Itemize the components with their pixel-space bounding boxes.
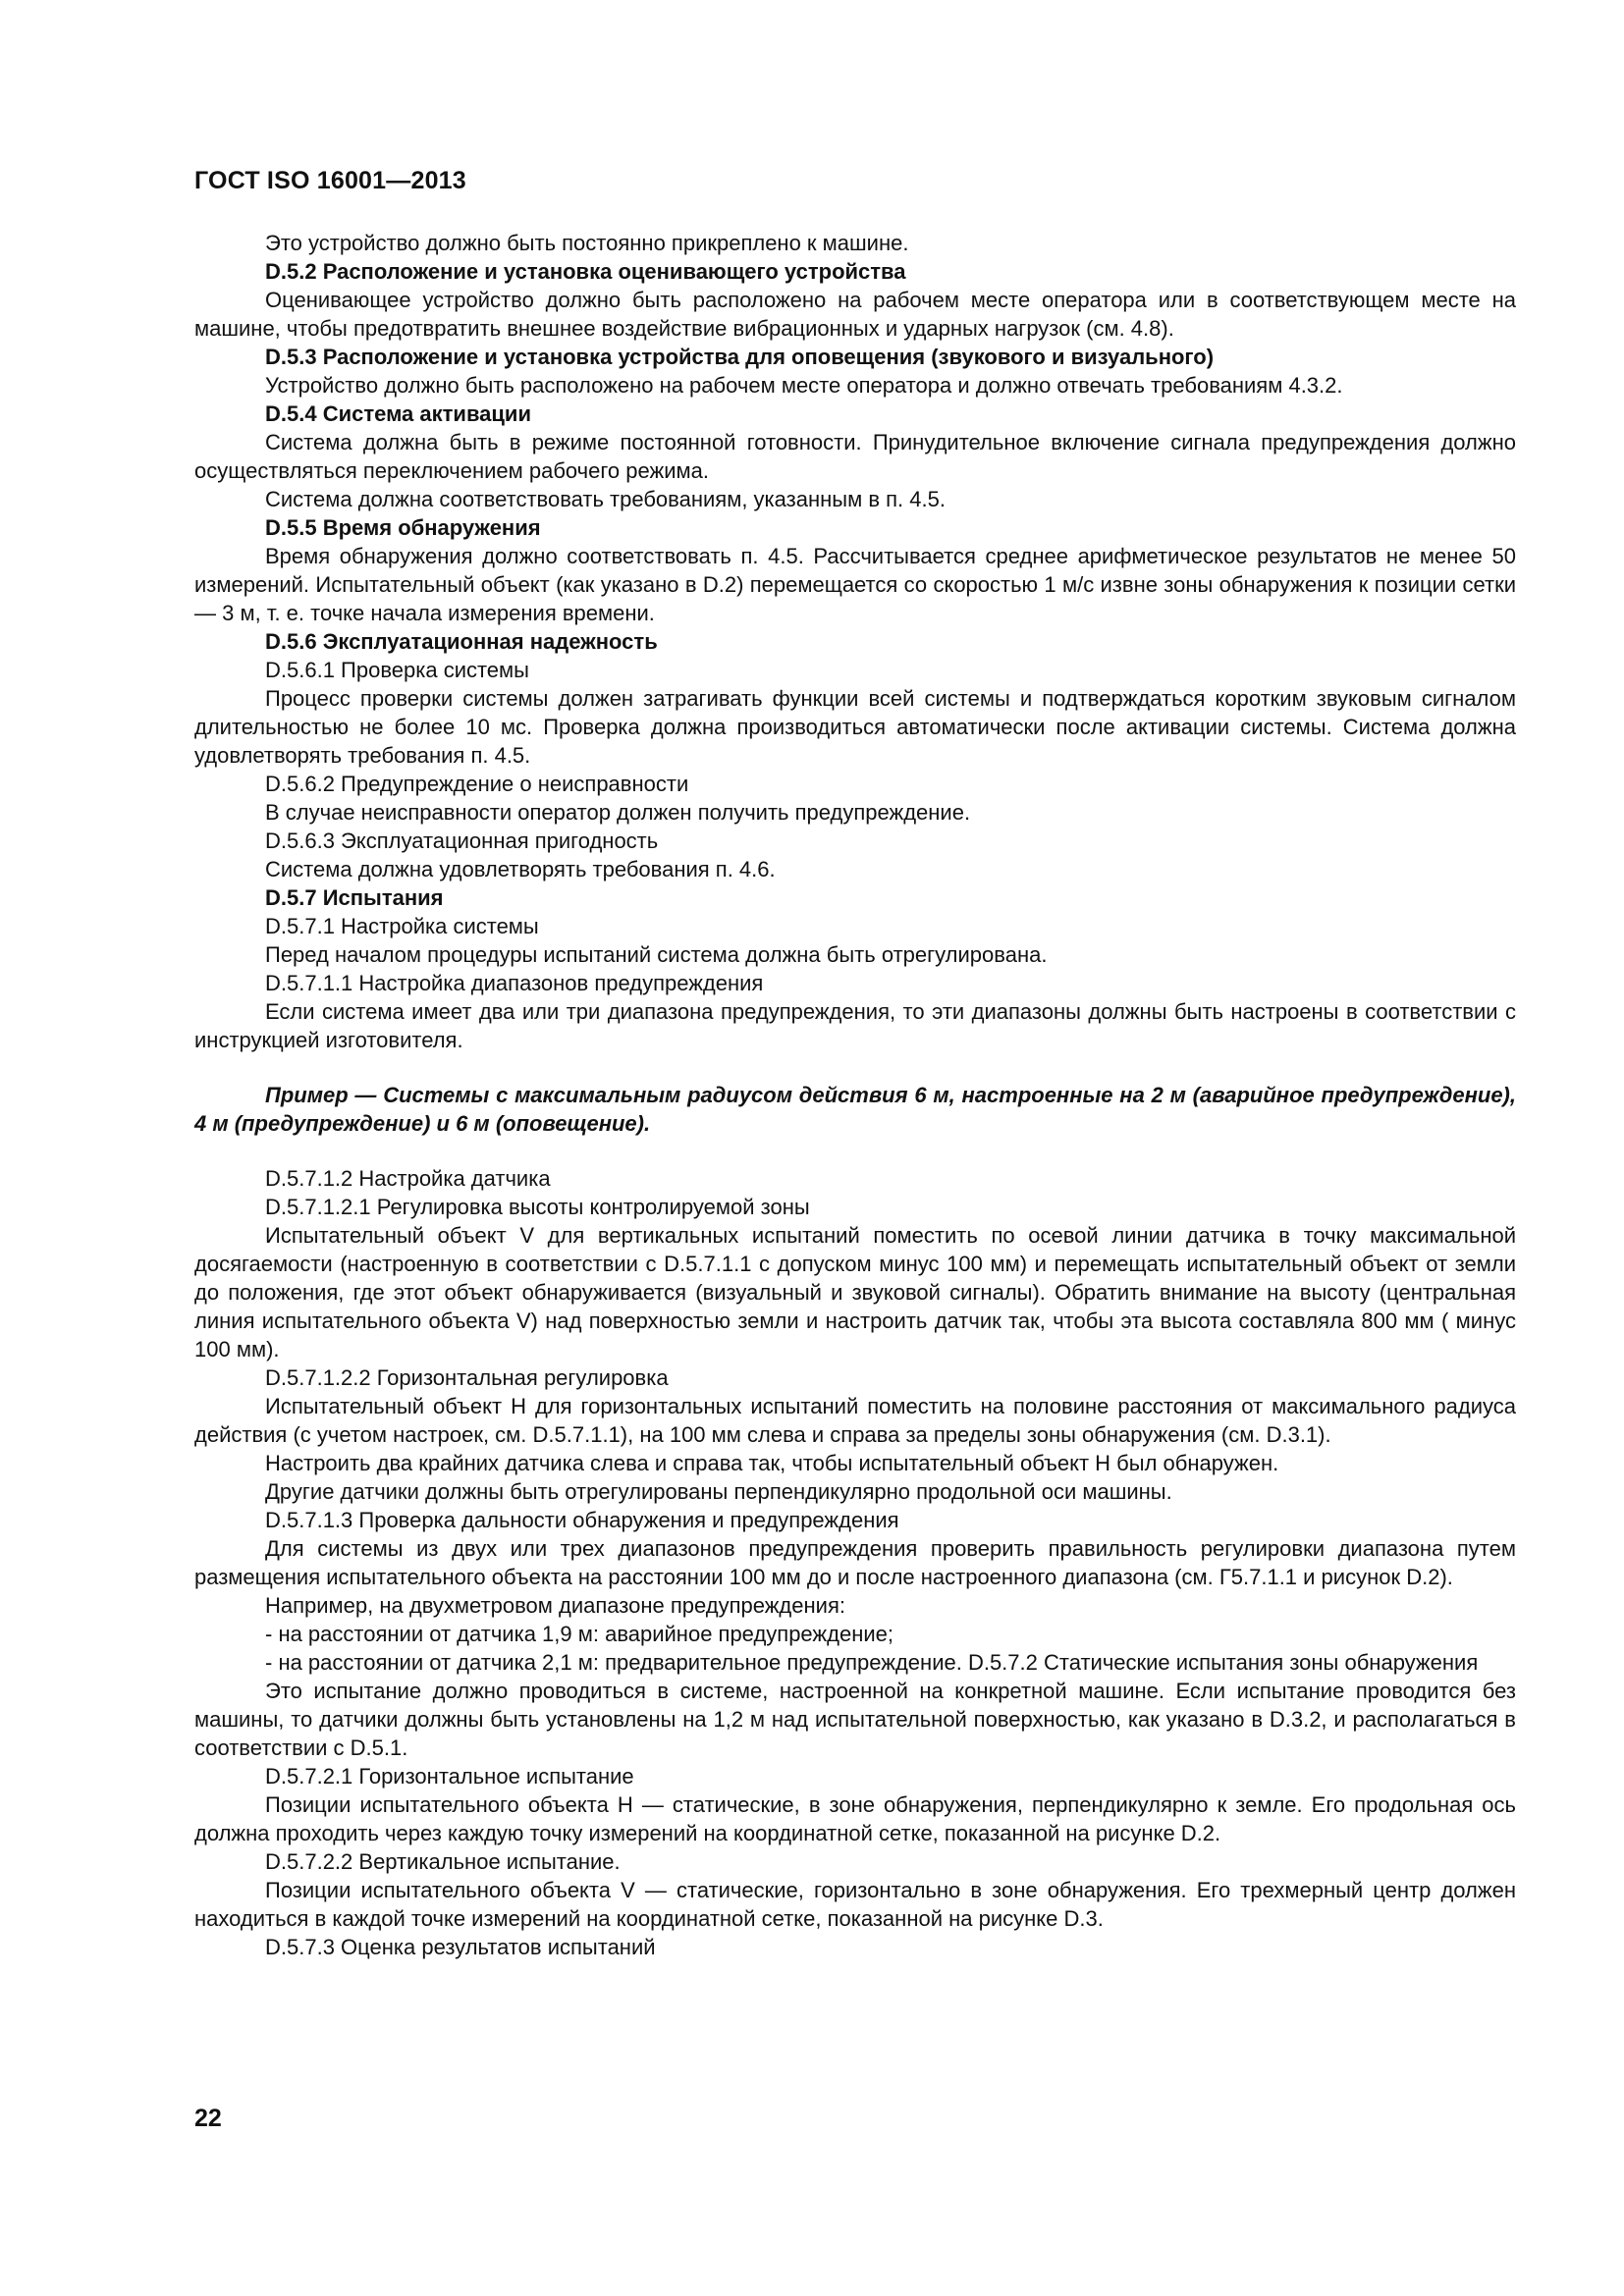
list-item: - на расстоянии от датчика 1,9 м: аварийное предупреждение; [265,1622,893,1646]
section-heading: D.5.6 Эксплуатационная надежность [265,629,658,654]
subsection-title: D.5.6.3 Эксплуатационная пригодность [265,828,659,853]
paragraph: Система должна соответствовать требованиям, указанным в п. 4.5. [265,487,946,511]
subsection-title: D.5.7.1.2 Настройка датчика [265,1166,551,1191]
paragraph: Устройство должно быть расположено на рабочем месте оператора и должно отвечать требованиям 4.3.2. [265,373,1343,398]
paragraph: Система должна удовлетворять требования п. 4.6. [265,857,776,881]
page-number: 22 [194,2105,222,2132]
paragraph: Например, на двухметровом диапазоне предупреждения: [265,1593,845,1618]
paragraph: Позиции испытательного объекта H — статические, в зоне обнаружения, перпендикулярно к земле. Его продольная ось должна проходить через каждую точку измерений на координатной сетке, показанной на рисунке D.2. [194,1792,1516,1845]
section-heading: D.5.3 Расположение и установка устройства для оповещения (звукового и визуального) [265,345,1215,369]
subsection-title: D.5.7.3 Оценка результатов испытаний [265,1935,656,1959]
paragraph: Испытательный объект H для горизонтальных испытаний поместить на половине расстояния от максимального радиуса действия (с учетом настроек, см. D.5.7.1.1), на 100 мм слева и справа за пределы зоны обнаружения (см. D.3.1). [194,1394,1516,1447]
section-heading: D.5.2 Расположение и установка оценивающего устройства [265,259,906,284]
paragraph: Процесс проверки системы должен затрагивать функции всей системы и подтверждаться коротким звуковым сигналом длительностью не более 10 мс. Проверка должна производиться автоматически после активации системы. Система должна удовлетворять требования п. 4.5. [194,686,1516,768]
document-header: ГОСТ ISO 16001—2013 [194,167,466,194]
section-heading: D.5.7 Испытания [265,885,444,910]
subsection-title: D.5.7.1.2.1 Регулировка высоты контролируемой зоны [265,1195,810,1219]
paragraph: Время обнаружения должно соответствовать п. 4.5. Рассчитывается среднее арифметическое результатов не менее 50 измерений. Испытательный объект (как указано в D.2) перемещается со скоростью 1 м/с извне зоны обнаружения к позиции сетки — 3 м, т. е. точке начала измерения времени. [194,544,1516,625]
paragraph: В случае неисправности оператор должен получить предупреждение. [265,800,971,825]
paragraph: Другие датчики должны быть отрегулированы перпендикулярно продольной оси машины. [265,1479,1172,1504]
subsection-title: D.5.7.1.3 Проверка дальности обнаружения и предупреждения [265,1508,899,1532]
paragraph: Настроить два крайних датчика слева и справа так, чтобы испытательный объект H был обнаружен. [265,1451,1279,1475]
paragraph: Это устройство должно быть постоянно прикреплено к машине. [265,231,909,255]
subsection-title: D.5.7.1.1 Настройка диапазонов предупреждения [265,971,764,995]
paragraph: Оценивающее устройство должно быть расположено на рабочем месте оператора или в соответствующем месте на машине, чтобы предотвратить внешнее воздействие вибрационных и ударных нагрузок (см. 4.8). [194,288,1516,341]
subsection-title: D.5.7.2.2 Вертикальное испытание. [265,1849,621,1874]
paragraph: Для системы из двух или трех диапазонов предупреждения проверить правильность регулировки диапазона путем размещения испытательного объекта на расстоянии 100 мм до и после настроенного диапазона (см. Г5.7.1.1 и рисунок D.2). [194,1536,1516,1589]
subsection-title: D.5.6.1 Проверка системы [265,658,529,682]
document-body [194,229,1516,1961]
paragraph: Система должна быть в режиме постоянной готовности. Принудительное включение сигнала предупреждения должно осуществляться переключением рабочего режима. [194,430,1516,483]
list-item: - на расстоянии от датчика 2,1 м: предварительное предупреждение. D.5.7.2 Статические испытания зоны обнаружения [265,1650,1479,1675]
subsection-title: D.5.7.1 Настройка системы [265,914,539,938]
section-heading: D.5.5 Время обнаружения [265,515,541,540]
example-note: Пример — Системы с максимальным радиусом действия 6 м, настроенные на 2 м (аварийное предупреждение), 4 м (предупреждение) и 6 м (оповещение). [194,1083,1516,1136]
subsection-title: D.5.7.1.2.2 Горизонтальная регулировка [265,1365,669,1390]
subsection-title: D.5.7.2.1 Горизонтальное испытание [265,1764,634,1789]
section-heading: D.5.4 Система активации [265,401,531,426]
subsection-title: D.5.6.2 Предупреждение о неисправности [265,772,689,796]
paragraph: Позиции испытательного объекта V — статические, горизонтально в зоне обнаружения. Его трехмерный центр должен находиться в каждой точке измерений на координатной сетке, показанной на рисунке D.3. [194,1878,1516,1931]
paragraph: Если система имеет два или три диапазона предупреждения, то эти диапазоны должны быть настроены в соответствии с инструкцией изготовителя. [194,999,1516,1052]
paragraph: Испытательный объект V для вертикальных испытаний поместить по осевой линии датчика в точку максимальной досягаемости (настроенную в соответствии с D.5.7.1.1 с допуском минус 100 мм) и перемещать испытательный объект от земли до положения, где этот объект обнаруживается (визуальный и звуковой сигналы). Обратить внимание на высоту (центральная линия испытательного объекта V) над поверхностью земли и настроить датчик так, чтобы эта высота составляла 800 мм ( минус 100 мм). [194,1223,1516,1362]
paragraph: Это испытание должно проводиться в системе, настроенной на конкретной машине. Если испытание проводится без машины, то датчики должны быть установлены на 1,2 м над испытательной поверхностью, как указано в D.3.2, и располагаться в соответствии с D.5.1. [194,1679,1516,1760]
paragraph: Перед началом процедуры испытаний система должна быть отрегулирована. [265,942,1048,967]
